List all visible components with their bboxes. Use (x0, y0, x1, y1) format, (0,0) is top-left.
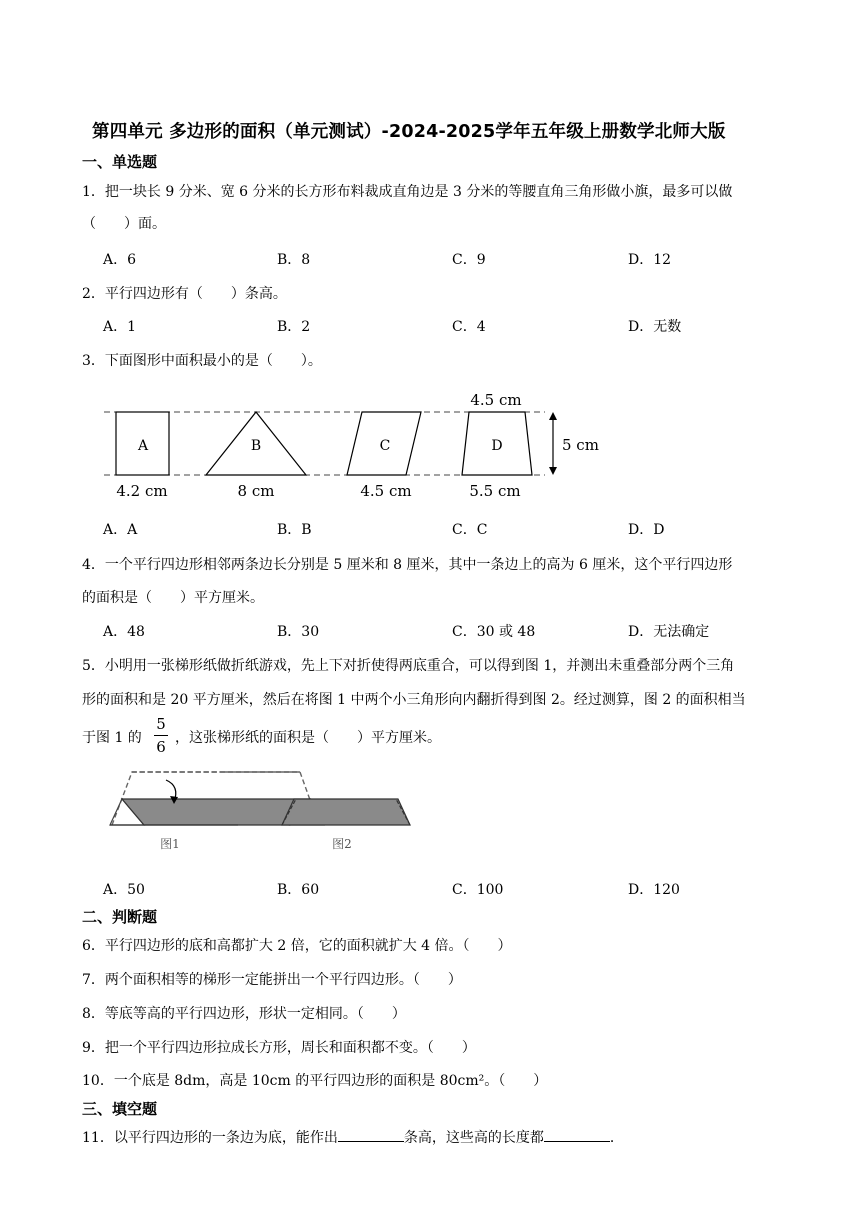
question-4-line-2: 的面积是（ ）平方厘米。 (82, 590, 264, 606)
question-8: 8．等底等高的平行四边形，形状一定相同。（ ） (82, 1006, 406, 1022)
question-1-option-c[interactable]: C．9 (452, 252, 486, 268)
question-11-blank-1[interactable] (338, 1127, 404, 1142)
question-11-start: 11．以平行四边形的一条边为底，能作出 (82, 1130, 338, 1146)
fraction-bar (154, 735, 168, 736)
bottom-label-c: 4.5 cm (360, 482, 412, 500)
shape-c-label: C (379, 438, 391, 454)
question-11-middle: 条高，这些高的长度都 (403, 1130, 544, 1146)
fraction-numerator: 5 (156, 715, 166, 733)
section-heading-single-choice: 一、单选题 (82, 153, 158, 171)
shape-a-label: A (137, 438, 149, 454)
question-4-option-c[interactable]: C．30 或 48 (452, 624, 536, 640)
question-11-end: ． (609, 1130, 624, 1146)
section-heading-fill-in: 三、填空题 (82, 1100, 158, 1118)
question-1-option-a[interactable]: A．6 (103, 252, 137, 268)
height-arrow-top-icon (549, 412, 557, 420)
bottom-label-b: 8 cm (237, 482, 275, 500)
question-5-folding-figures (104, 766, 424, 858)
question-2-option-d[interactable]: D．无数 (628, 319, 682, 335)
bottom-label-d: 5.5 cm (469, 482, 521, 500)
bottom-label-a: 4.2 cm (116, 482, 168, 500)
figure-2-trapezoid (282, 799, 410, 825)
question-4-option-d[interactable]: D．无法确定 (628, 624, 710, 640)
question-1-line-1: 1．把一块长 9 分米、宽 6 分米的长方形布料裁成直角边是 3 分米的等腰直角三角形做小旗，最多可以做 (82, 184, 733, 200)
question-4-option-a[interactable]: A．48 (103, 624, 145, 640)
question-2-option-b[interactable]: B．2 (277, 319, 311, 335)
question-2-line-1: 2．平行四边形有（ ）条高。 (82, 286, 287, 302)
question-10: 10．一个底是 8dm，高是 10cm 的平行四边形的面积是 80cm²。（ ） (82, 1073, 548, 1089)
question-3-option-c[interactable]: C．C (452, 522, 488, 538)
question-11 (82, 1127, 624, 1147)
shape-d-label: D (491, 438, 503, 454)
figure-1-overlap-region (122, 799, 310, 825)
question-5-line-3-start: 于图 1 的 (82, 730, 142, 746)
question-5-option-a[interactable]: A．50 (103, 882, 145, 898)
question-3-option-d[interactable]: D．D (628, 522, 665, 538)
question-1-line-2: （ ）面。 (82, 216, 166, 232)
question-1-option-b[interactable]: B．8 (277, 252, 311, 268)
question-5-option-b[interactable]: B．60 (277, 882, 320, 898)
question-5-option-d[interactable]: D．120 (628, 882, 680, 898)
question-3-option-a[interactable]: A．A (103, 522, 138, 538)
question-11-blank-2[interactable] (544, 1127, 610, 1142)
height-arrow-bottom-icon (549, 467, 557, 475)
question-6: 6．平行四边形的底和高都扩大 2 倍，它的面积就扩大 4 倍。（ ） (82, 938, 512, 954)
question-5-line-3-end: ，这张梯形纸的面积是（ ）平方厘米。 (175, 730, 441, 746)
question-4-option-b[interactable]: B．30 (277, 624, 320, 640)
question-5-line-2: 形的面积和是 20 平方厘米，然后在将图 1 中两个小三角形向内翻折得到图 2。经过测算，图 2 的面积相当 (82, 692, 746, 708)
figure-1-label: 图1 (160, 837, 180, 851)
top-width-label-d: 4.5 cm (470, 391, 522, 409)
question-3-shapes-figure (100, 386, 620, 504)
question-5-line-1: 5．小明用一张梯形纸做折纸游戏，先上下对折使得两底重合，可以得到图 1，并测出未重叠部分两个三角 (82, 658, 735, 674)
question-5-option-c[interactable]: C．100 (452, 882, 504, 898)
height-label: 5 cm (562, 436, 599, 454)
question-2-option-c[interactable]: C．4 (452, 319, 486, 335)
question-4-line-1: 4．一个平行四边形相邻两条边长分别是 5 厘米和 8 厘米，其中一条边上的高为 6 厘米，这个平行四边形 (82, 557, 733, 573)
shape-b-label: B (250, 438, 262, 454)
page-title: 第四单元 多边形的面积（单元测试）-2024-2025学年五年级上册数学北师大版 (92, 122, 726, 142)
question-1-option-d[interactable]: D．12 (628, 252, 672, 268)
section-heading-true-false: 二、判断题 (82, 908, 158, 926)
question-7: 7．两个面积相等的梯形一定能拼出一个平行四边形。（ ） (82, 972, 462, 988)
question-3-line-1: 3．下面图形中面积最小的是（ ）。 (82, 353, 322, 369)
fraction-denominator: 6 (156, 738, 166, 756)
question-9: 9．把一个平行四边形拉成长方形，周长和面积都不变。（ ） (82, 1040, 476, 1056)
question-3-option-b[interactable]: B．B (277, 522, 312, 538)
question-2-option-a[interactable]: A．1 (103, 319, 137, 335)
figure-2-label: 图2 (332, 837, 352, 851)
